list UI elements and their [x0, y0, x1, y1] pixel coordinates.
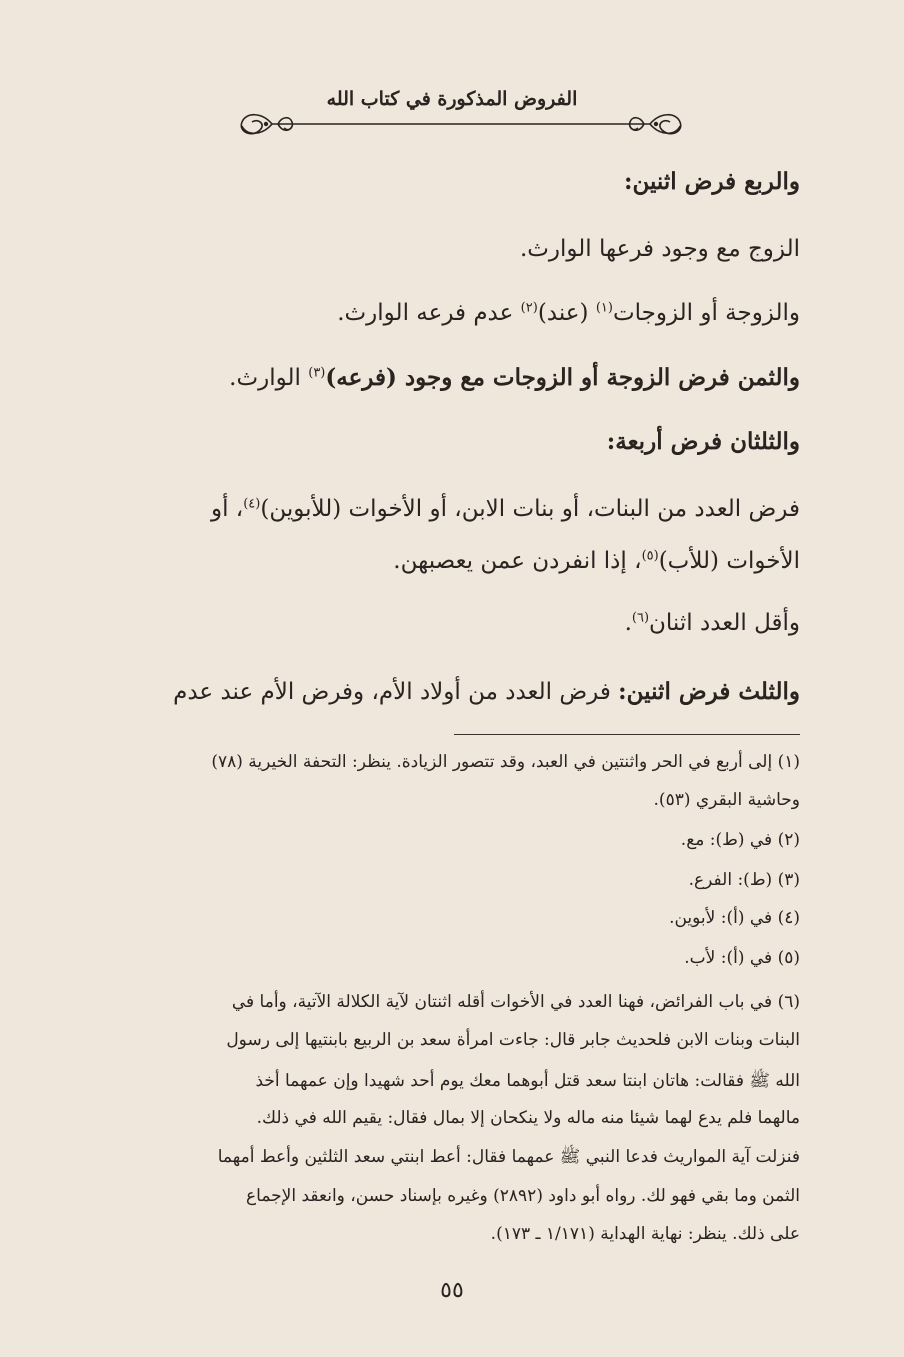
footnote-6-line-2: البنات وبنات الابن فلحديث جابر قال: جاءت امرأة سعد بن الربيع بابنتيها إلى رسول — [226, 1030, 800, 1050]
text-line-sisters — [393, 548, 800, 574]
text-segment: ، إذا انفردن عمن يعصبهن. — [393, 548, 642, 574]
footnote-ref-2: (٢) — [520, 300, 538, 316]
footnote-4: (٤) في (أ): لأبوين. — [669, 908, 800, 928]
text-segment: والثمن فرض الزوجة أو الزوجات مع وجود (فرعه) — [325, 364, 800, 391]
text-line-daughters — [211, 496, 800, 522]
text-segment: وأقل العدد اثنان — [649, 610, 800, 636]
footnote-1-line-1: (١) إلى أربع في الحر واثنتين في العبد، وقد تتصور الزيادة. ينظر: التحفة الخيرية (٧٨) — [211, 752, 800, 772]
running-header-title: الفروض المذكورة في كتاب الله — [326, 88, 578, 110]
footnote-6-line-6: الثمن وما بقي فهو لك. رواه أبو داود (٢٨٩٢) وغيره بإسناد حسن، وانعقد الإجماع — [246, 1186, 800, 1206]
footnote-ref-1: (١) — [595, 300, 613, 316]
text-line-husband: الزوج مع وجود فرعها الوارث. — [519, 236, 800, 262]
footnote-ref-3: (٣) — [308, 365, 326, 381]
footnote-6-line-4: مالهما فلم يدع لهما شيئا منه ماله ولا ينكحان إلا بمال فقال: يقيم الله في ذلك. — [256, 1108, 800, 1128]
page-number: ٥٥ — [440, 1278, 464, 1303]
footnote-5: (٥) في (أ): لأب. — [684, 948, 800, 968]
text-line-thuluth — [173, 678, 800, 705]
text-segment: . — [624, 610, 632, 636]
footnote-ref-5: (٥) — [641, 548, 659, 564]
footnote-ref-4: (٤) — [243, 496, 261, 512]
footnote-3: (٣) (ط): الفرع. — [688, 870, 800, 890]
footnote-6-line-5: فنزلت آية المواريث فدعا النبي ﷺ عمهما فقال: أعط ابنتي سعد الثلثين وأعط أمهما — [217, 1147, 800, 1167]
text-line-rub-heading: والربع فرض اثنين: — [623, 168, 800, 195]
text-segment: والثلث فرض اثنين: — [618, 678, 800, 705]
text-segment: الوارث. — [229, 365, 309, 391]
text-segment: عدم فرعه الوارث. — [337, 300, 521, 326]
footnote-6-line-1: (٦) في باب الفرائض، فهنا العدد في الأخوات أقله اثنتان لآية الكلالة الآتية، وأما في — [231, 992, 800, 1012]
text-line-wife — [337, 300, 800, 326]
text-segment: الأخوات (للأب) — [658, 548, 800, 574]
text-segment: ، أو — [210, 496, 244, 522]
text-segment: فرض العدد من البنات، أو بنات الابن، أو الأخوات (للأبوين) — [260, 496, 800, 522]
text-segment: والزوجة أو الزوجات — [612, 300, 800, 326]
footnote-6-line-7: على ذلك. ينظر: نهاية الهداية (١/١٧١ ـ ١٧٣). — [490, 1224, 800, 1244]
footnote-divider — [454, 734, 800, 735]
text-segment: (عند) — [537, 300, 596, 326]
footnote-1-line-2: وحاشية البقري (٥٣). — [653, 790, 800, 810]
header-ornament-divider — [232, 104, 690, 144]
footnote-6-line-3: الله ﷺ فقالت: هاتان ابنتا سعد قتل أبوهما معك يوم أحد شهيدا وإن عمهما أخذ — [255, 1071, 800, 1091]
text-line-thumn — [229, 364, 800, 391]
text-line-thuluthan-heading: والثلثان فرض أربعة: — [606, 428, 800, 455]
footnote-ref-6: (٦) — [631, 610, 650, 626]
footnote-2: (٢) في (ط): مع. — [680, 830, 800, 850]
text-line-minimum — [625, 610, 800, 636]
text-segment: فرض العدد من أولاد الأم، وفرض الأم عند عدم — [173, 679, 619, 705]
